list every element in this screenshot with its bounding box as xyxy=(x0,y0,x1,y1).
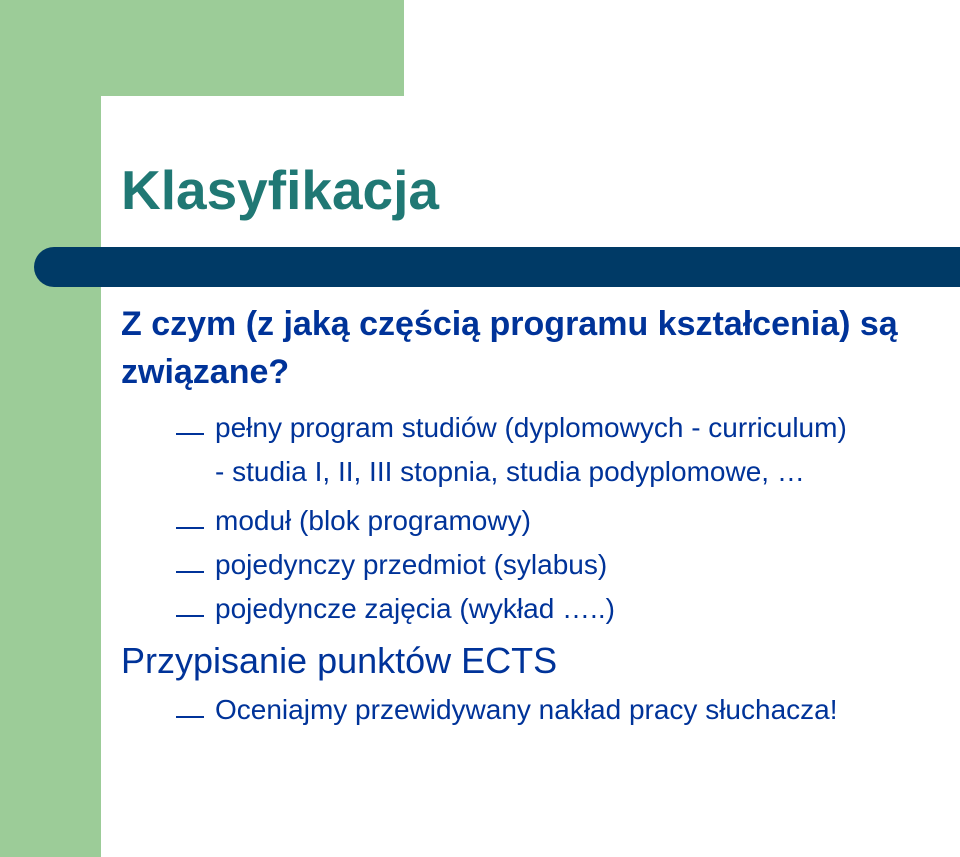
bullet-dash-5 xyxy=(176,716,204,718)
bullet-4: pojedyncze zajęcia (wykład …..) xyxy=(215,593,615,624)
decor-green-left xyxy=(0,0,101,857)
question-text: Z czym (z jaką częścią programu kształcenia) są związane? xyxy=(121,305,898,391)
bullet-dash-3 xyxy=(176,571,204,573)
bullet-dash-4 xyxy=(176,615,204,617)
ects-bullet: Oceniajmy przewidywany nakład pracy słuchacza! xyxy=(215,694,838,725)
bullet-1-continuation: - studia I, II, III stopnia, studia podyplomowe, … xyxy=(215,456,805,487)
bullet-3: pojedynczy przedmiot (sylabus) xyxy=(215,549,608,580)
slide-title: Klasyfikacja xyxy=(121,159,439,221)
bullet-dash-1 xyxy=(176,433,204,435)
bullet-dash-2 xyxy=(176,527,204,529)
bullet-2: moduł (blok programowy) xyxy=(215,505,531,536)
bullet-1: pełny program studiów (dyplomowych - curriculum) xyxy=(215,412,847,443)
title-bar xyxy=(34,247,960,287)
ects-heading: Przypisanie punktów ECTS xyxy=(121,640,558,681)
